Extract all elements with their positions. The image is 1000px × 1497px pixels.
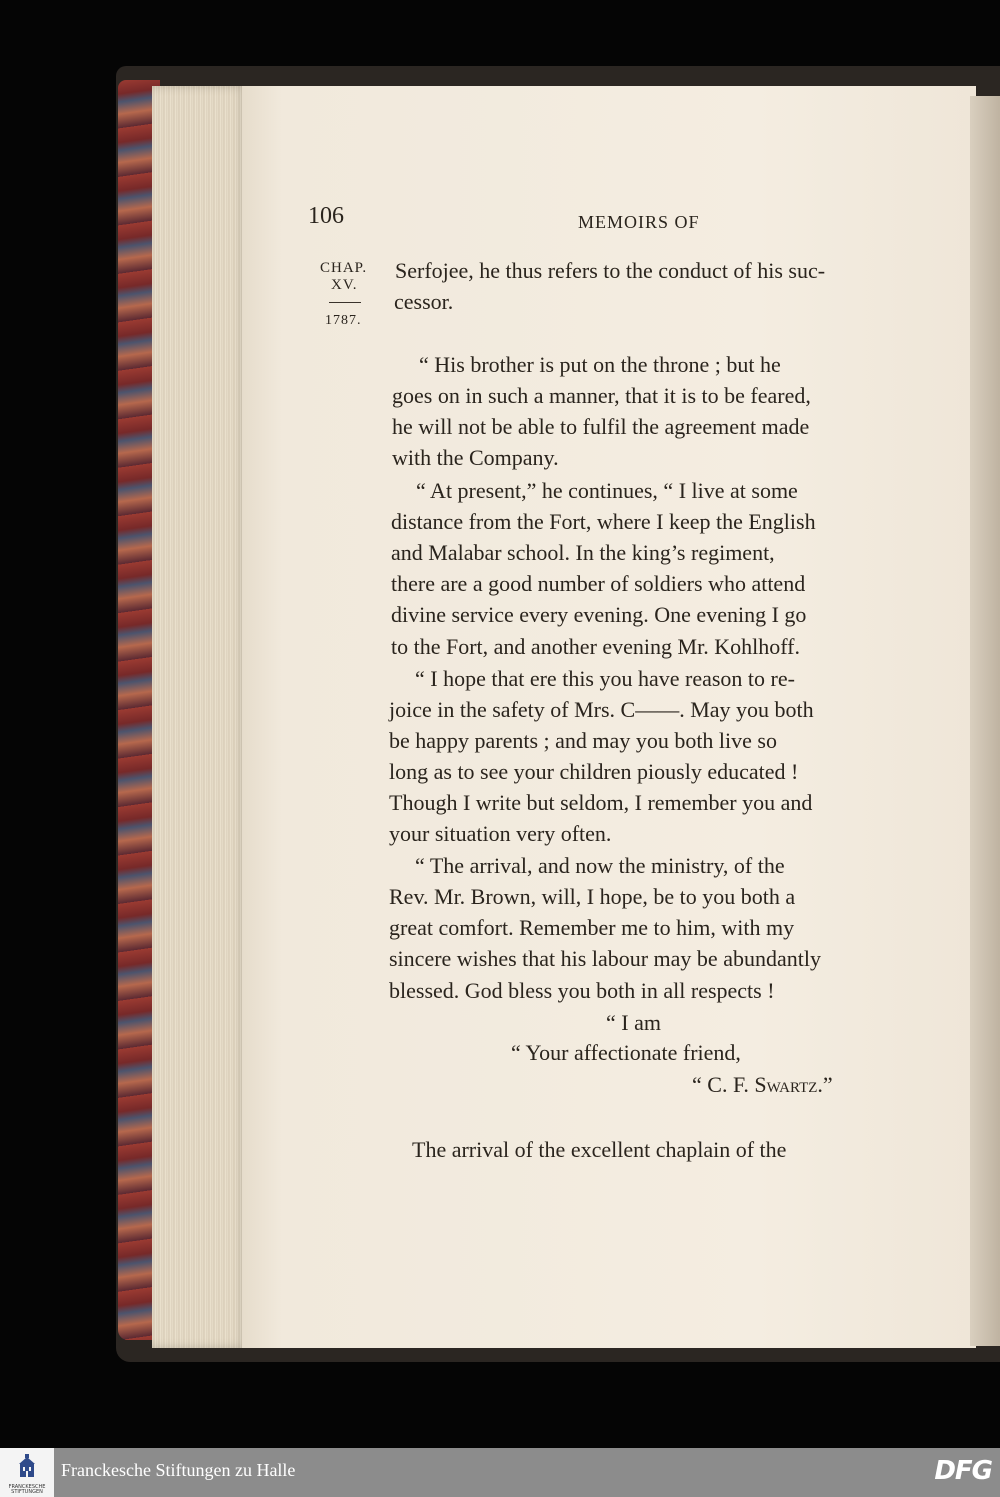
text-line: Serfojee, he thus refers to the conduct of his suc-: [395, 258, 826, 283]
text-line: joice in the safety of Mrs. C——. May you both: [389, 697, 814, 722]
facing-page-edge: [970, 96, 1000, 1346]
margin-chapter-number: XV.: [331, 277, 358, 293]
margin-chapter-label: CHAP.: [320, 260, 368, 276]
text-line: divine service every evening. One evening I go: [391, 602, 807, 627]
footer-bar: [0, 1448, 1000, 1497]
text-line: cessor.: [394, 289, 454, 314]
institution-logo[interactable]: [0, 1448, 54, 1497]
text-line: be happy parents ; and may you both live so: [389, 728, 777, 753]
logo-text: FRANCKESCHE STIFTUNGEN: [8, 1484, 46, 1495]
text-line: with the Company.: [392, 445, 559, 470]
text-line: The arrival of the excellent chaplain of the: [412, 1137, 787, 1162]
text-line: “ Your affectionate friend,: [511, 1040, 741, 1065]
text-line: and Malabar school. In the king’s regiment,: [391, 540, 775, 565]
dfg-logo[interactable]: DFG: [934, 1456, 992, 1486]
text-line: goes on in such a manner, that it is to be feared,: [392, 383, 811, 408]
text-line: long as to see your children piously educated !: [389, 759, 799, 784]
text-line: your situation very often.: [389, 821, 612, 846]
text-line: “ I hope that ere this you have reason to re-: [415, 666, 795, 691]
text-line: “ His brother is put on the throne ; but he: [419, 352, 781, 377]
building-icon: [17, 1454, 37, 1478]
signature-line: “ C. F. Swartz.”: [692, 1072, 833, 1097]
text-line: “ At present,” he continues, “ I live at some: [416, 478, 798, 503]
text-line: sincere wishes that his labour may be abundantly: [389, 946, 821, 971]
institution-name[interactable]: Franckesche Stiftungen zu Halle: [61, 1460, 296, 1480]
text-line: Though I write but seldom, I remember you and: [389, 790, 813, 815]
page-edges: [152, 86, 248, 1348]
running-head: MEMOIRS OF: [578, 212, 700, 232]
text-line: there are a good number of soldiers who attend: [391, 571, 806, 596]
margin-year: 1787.: [325, 313, 362, 328]
text-line: “ The arrival, and now the ministry, of the: [415, 853, 785, 878]
page-number: 106: [308, 203, 344, 229]
text-line: great comfort. Remember me to him, with my: [389, 915, 795, 940]
text-line: “ I am: [606, 1010, 661, 1035]
text-line: blessed. God bless you both in all respects !: [389, 978, 775, 1003]
text-line: he will not be able to fulfil the agreement made: [392, 414, 810, 439]
margin-rule: [329, 302, 361, 303]
text-line: distance from the Fort, where I keep the English: [391, 509, 816, 534]
text-line: to the Fort, and another evening Mr. Kohlhoff.: [391, 634, 800, 659]
text-line: Rev. Mr. Brown, will, I hope, be to you both a: [389, 884, 796, 909]
